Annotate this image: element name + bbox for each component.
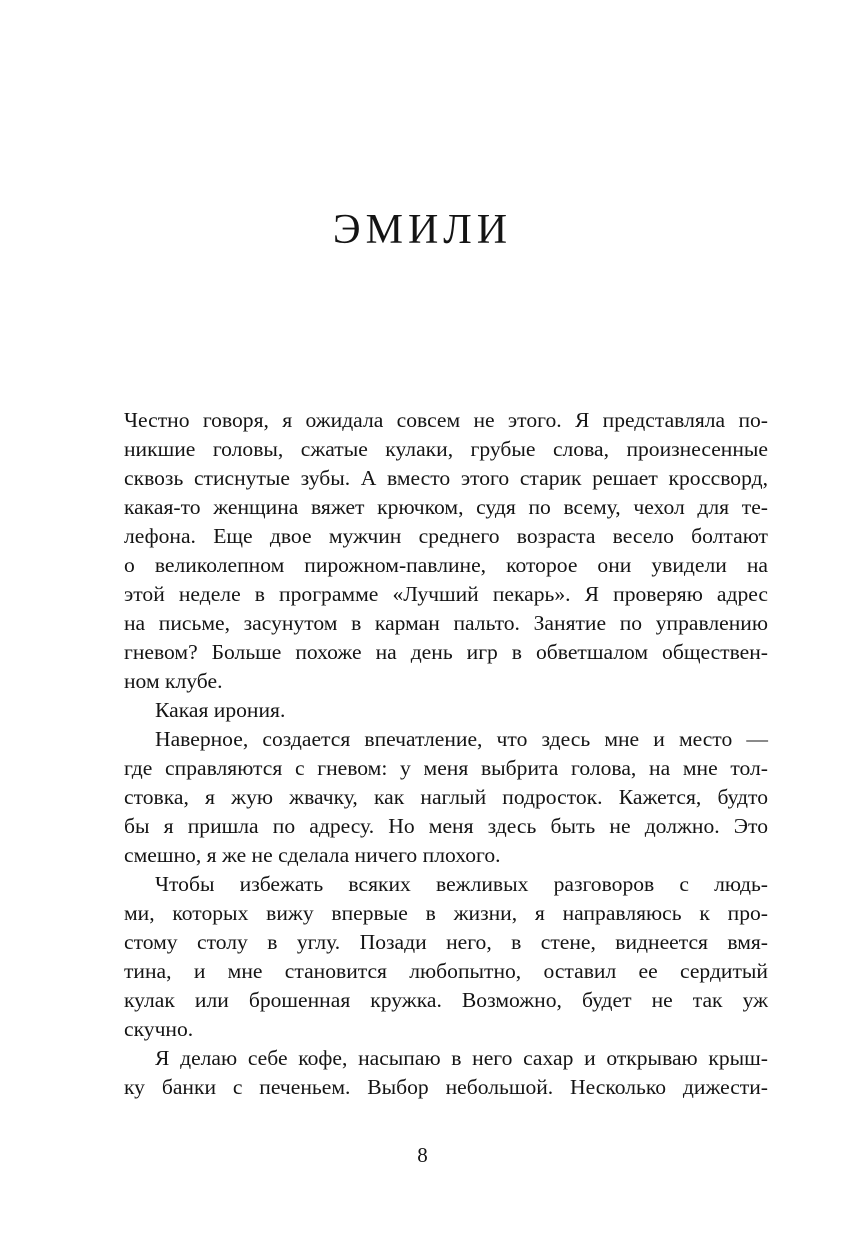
text-line: смешно, я же не сделала ничего плохого. [124, 843, 501, 867]
text-line: этой неделе в программе «Лучший пекарь». Я проверяю адрес [124, 582, 768, 606]
text-line: стому столу в углу. Позади него, в стене, виднеется вмя- [124, 930, 768, 954]
text-line: какая-то женщина вяжет крючком, судя по всему, чехол для те- [124, 495, 768, 519]
text-line: гневом? Больше похоже на день игр в обветшалом обществен- [124, 640, 768, 664]
text-line: Чтобы избежать всяких вежливых разговоров с людь- [155, 872, 768, 896]
text-line: стовка, я жую жвачку, как наглый подросток. Кажется, будто [124, 785, 768, 809]
text-line: где справляются с гневом: у меня выбрита голова, на мне тол- [124, 756, 768, 780]
text-line: скучно. [124, 1017, 194, 1041]
text-line: кулак или брошенная кружка. Возможно, будет не так уж [124, 988, 768, 1012]
text-line: тина, и мне становится любопытно, оставил ее сердитый [124, 959, 768, 983]
text-line: сквозь стиснутые зубы. А вместо этого старик решает кроссворд, [124, 466, 768, 490]
text-line: на письме, засунутом в карман пальто. Занятие по управлению [124, 611, 768, 635]
text-line: Наверное, создается впечатление, что здесь мне и место — [155, 727, 768, 751]
text-line: лефона. Еще двое мужчин среднего возраста весело болтают [124, 524, 768, 548]
text-line: Какая ирония. [155, 698, 286, 722]
text-line: бы я пришла по адресу. Но меня здесь быть не должно. Это [124, 814, 768, 838]
text-line: ку банки с печеньем. Выбор небольшой. Несколько дижести- [124, 1075, 768, 1099]
text-line: Я делаю себе кофе, насыпаю в него сахар и открываю крыш- [155, 1046, 768, 1070]
text-line: никшие головы, сжатые кулаки, грубые слова, произнесенные [124, 437, 768, 461]
text-line: о великолепном пирожном-павлине, которое они увидели на [124, 553, 768, 577]
text-line: ми, которых вижу впервые в жизни, я направляюсь к про- [124, 901, 768, 925]
body-text [124, 406, 768, 1102]
page-number: 8 [417, 1143, 428, 1167]
text-line: ном клубе. [124, 669, 223, 693]
chapter-title: ЭМИЛИ [332, 207, 513, 253]
text-line: Честно говоря, я ожидала совсем не этого. Я представляла по- [124, 408, 768, 432]
